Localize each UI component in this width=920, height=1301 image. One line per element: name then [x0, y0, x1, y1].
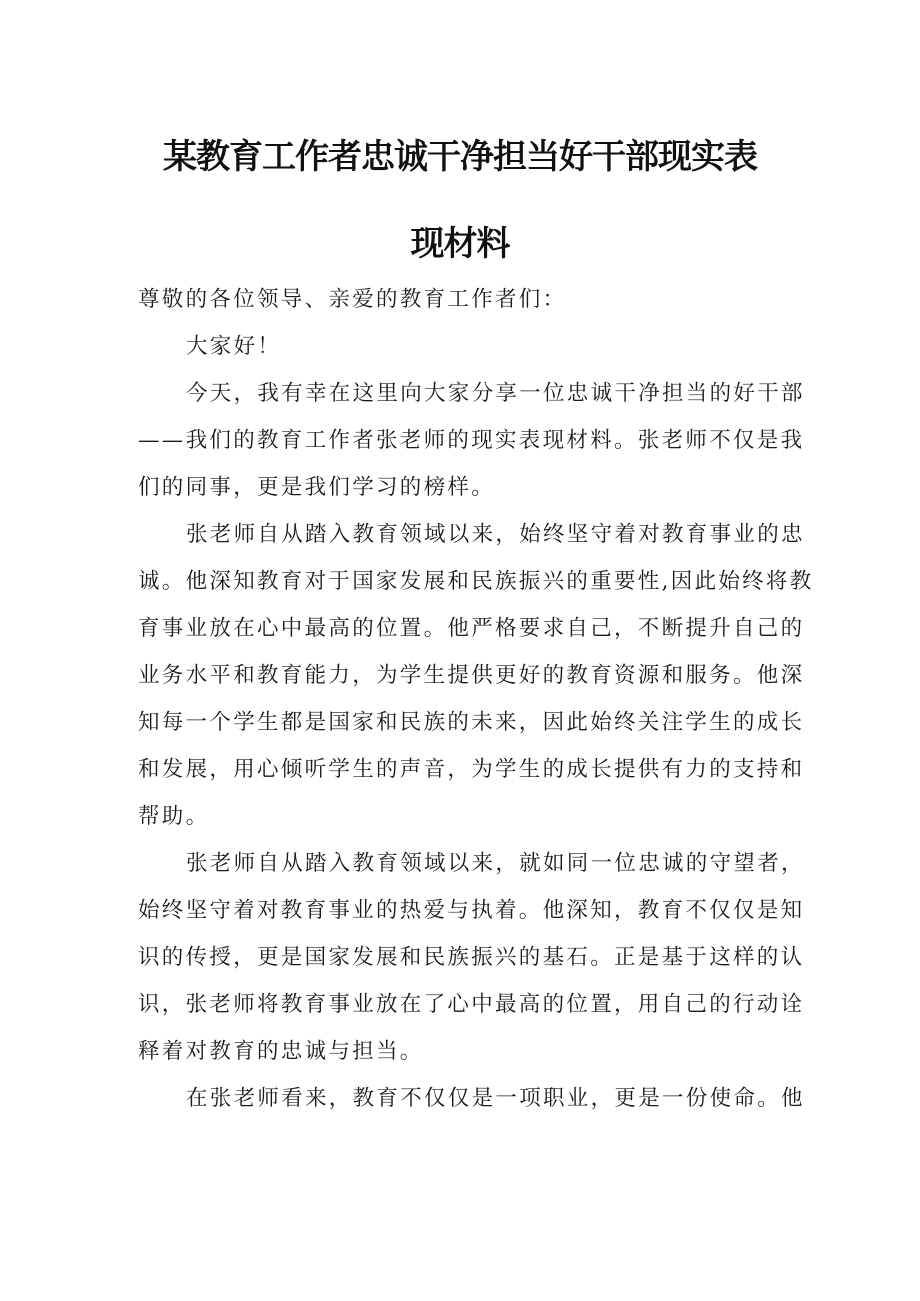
document-body — [138, 276, 814, 1122]
salutation-line: 尊敬的各位领导、亲爱的教育工作者们： — [138, 287, 567, 312]
paragraph-line: 始终坚守着对教育事业的热爱与执着。他深知，教育不仅仅是知 — [138, 898, 805, 923]
paragraph-line: 识的传授，更是国家发展和民族振兴的基石。正是基于这样的认 — [138, 945, 805, 970]
paragraph-line: 释着对教育的忠诚与担当。 — [138, 1039, 424, 1064]
paragraph-line: 知每一个学生都是国家和民族的未来，因此始终关注学生的成长 — [138, 710, 805, 735]
document-title-line-1: 某教育工作者忠诚干净担当好干部现实表 — [163, 137, 757, 177]
paragraph-line: 在张老师看来，教育不仅仅是一项职业，更是一份使命。他 — [186, 1086, 805, 1111]
paragraph-line: 诚。他深知教育对于国家发展和民族振兴的重要性,因此始终将教 — [138, 569, 814, 594]
greeting-line: 大家好！ — [186, 334, 282, 359]
paragraph-line: 帮助。 — [138, 804, 210, 829]
paragraph-line: 张老师自从踏入教育领域以来，始终坚守着对教育事业的忠 — [186, 522, 805, 547]
document-title-line-2: 现材料 — [410, 224, 510, 264]
paragraph-line: 们的同事，更是我们学习的榜样。 — [138, 475, 496, 500]
paragraph-line: 识，张老师将教育事业放在了心中最高的位置，用自己的行动诠 — [138, 992, 805, 1017]
paragraph-line: ——我们的教育工作者张老师的现实表现材料。张老师不仅是我 — [138, 428, 805, 453]
paragraph-line: 和发展，用心倾听学生的声音，为学生的成长提供有力的支持和 — [138, 757, 805, 782]
paragraph-line: 今天，我有幸在这里向大家分享一位忠诚干净担当的好干部 — [186, 381, 805, 406]
paragraph-line: 育事业放在心中最高的位置。他严格要求自己，不断提升自己的 — [138, 616, 805, 641]
paragraph-line: 业务水平和教育能力，为学生提供更好的教育资源和服务。他深 — [138, 663, 805, 688]
paragraph-line: 张老师自从踏入教育领域以来，就如同一位忠诚的守望者， — [186, 851, 805, 876]
